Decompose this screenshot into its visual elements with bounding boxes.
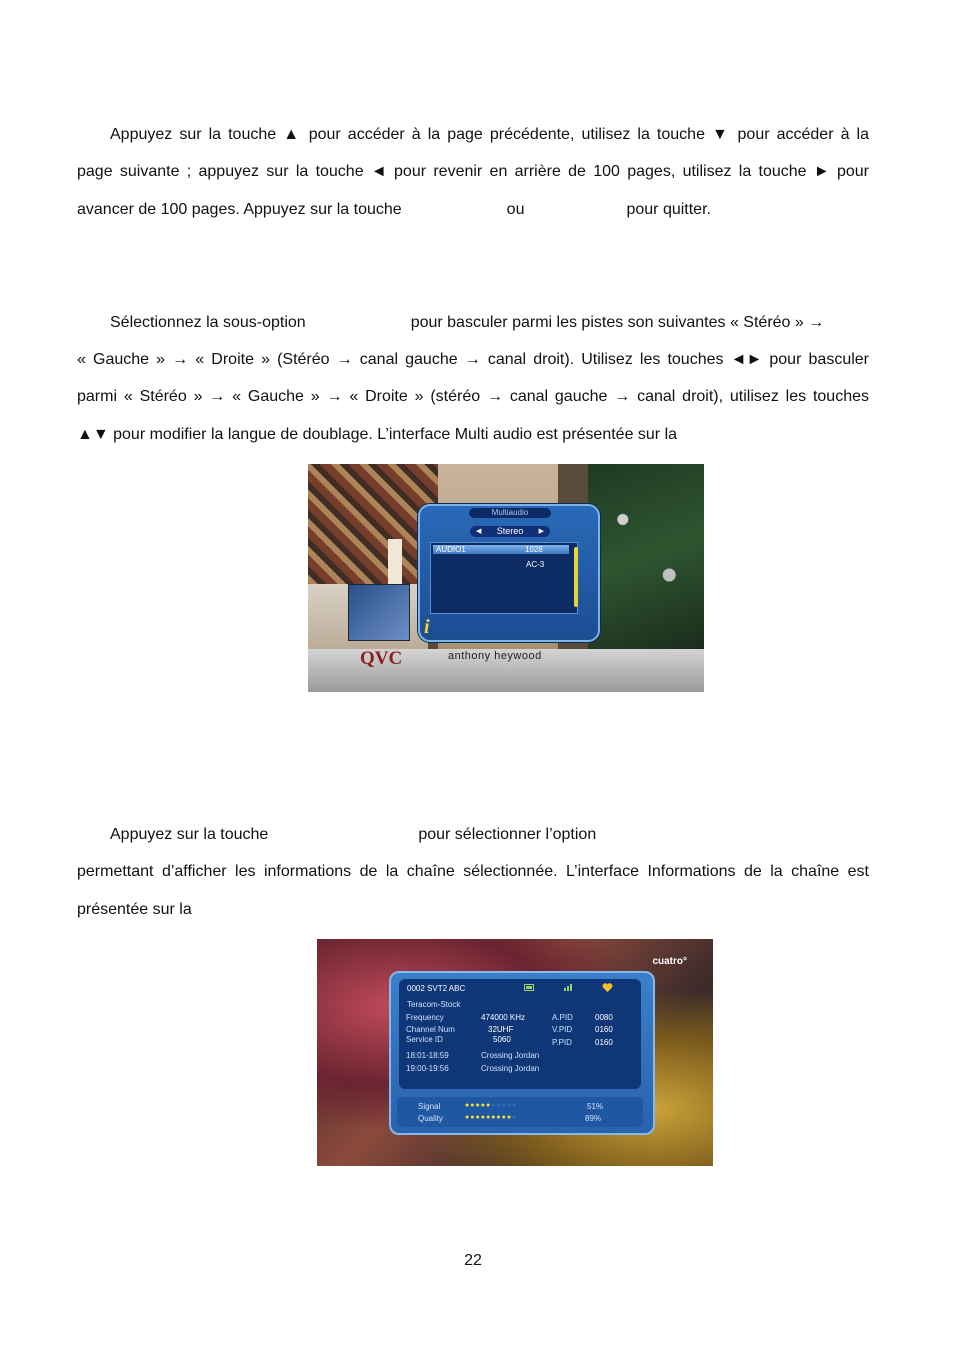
meter-dot: ● bbox=[470, 1102, 476, 1109]
meter-dot: ● bbox=[512, 1114, 518, 1121]
track-codec: AC-3 bbox=[526, 560, 545, 569]
meter-dot: ● bbox=[501, 1114, 507, 1121]
audio-mode-value: Stereo bbox=[496, 526, 524, 536]
paragraph-3-line-1 bbox=[77, 825, 869, 845]
apid-value: 0080 bbox=[595, 1013, 613, 1022]
epg-title: Crossing Jordan bbox=[481, 1064, 540, 1073]
quality-percent: 89% bbox=[585, 1114, 602, 1123]
channel-info-panel bbox=[389, 971, 655, 1135]
meter-dot: ● bbox=[480, 1102, 486, 1109]
tv-icon bbox=[524, 984, 534, 991]
quality-label: Quality bbox=[418, 1114, 443, 1123]
paragraph-2-line-1 bbox=[77, 313, 869, 333]
background-christmas-tree bbox=[588, 464, 704, 649]
meter-dot: ● bbox=[485, 1114, 492, 1121]
meter-dot: ● bbox=[496, 1102, 502, 1109]
meter-dot: ● bbox=[465, 1102, 471, 1109]
vpid-label: V.PID bbox=[552, 1025, 573, 1034]
signal-label: Signal bbox=[418, 1102, 441, 1111]
frequency-label: Frequency bbox=[406, 1013, 444, 1022]
meter-dot: ● bbox=[501, 1102, 507, 1109]
panel-title: Multiaudio bbox=[469, 508, 551, 518]
network-name: Teracom-Stock bbox=[407, 1000, 461, 1009]
paragraph-2-line-3: parmi « Stéréo » → « Gauche » → « Droite » (stéréo → canal gauche → canal droit), utilisez les touches bbox=[77, 388, 869, 405]
info-icon: i bbox=[424, 616, 430, 638]
paragraph-3-line-3: présentée sur la bbox=[77, 901, 192, 918]
channel-info-screenshot bbox=[317, 939, 713, 1166]
text-fragment: ou bbox=[506, 201, 525, 218]
candle bbox=[388, 539, 402, 584]
meter-dot: ● bbox=[475, 1114, 481, 1121]
arrow-right-icon[interactable]: ▶ bbox=[538, 528, 544, 535]
paragraph-1-line-3 bbox=[77, 200, 869, 220]
service-id-label: Service ID bbox=[406, 1035, 443, 1044]
ppid-value: 0160 bbox=[595, 1038, 613, 1047]
text-fragment: pour sélectionner l’option bbox=[418, 826, 597, 843]
text-fragment: avancer de 100 pages. Appuyez sur la touche bbox=[77, 201, 402, 218]
meter-dot: ● bbox=[496, 1114, 502, 1121]
track-name: AUDIO1 bbox=[436, 545, 466, 554]
meter-dot: ● bbox=[506, 1102, 513, 1109]
epg-time: 18:01-18:59 bbox=[406, 1051, 449, 1060]
apid-label: A.PID bbox=[552, 1013, 573, 1022]
paragraph-1-line-2: page suivante ; appuyez sur la touche ◄ pour revenir en arrière de 100 pages, utilisez la touche ► pour bbox=[77, 163, 869, 180]
multiaudio-panel bbox=[418, 504, 600, 642]
meter-dot: ● bbox=[491, 1102, 497, 1109]
page-number: 22 bbox=[464, 1252, 482, 1269]
meter-dot: ● bbox=[480, 1114, 486, 1121]
broadcaster-logo: cuatro° bbox=[652, 956, 687, 967]
meter-dot: ● bbox=[470, 1114, 476, 1121]
meter-dot: ● bbox=[485, 1102, 492, 1109]
channel-details bbox=[399, 979, 641, 1089]
channel-logo: QVC bbox=[360, 648, 403, 669]
meter-dot: ● bbox=[506, 1114, 513, 1121]
frequency-value: 474000 KHz bbox=[481, 1013, 526, 1022]
meter-dot: ● bbox=[491, 1114, 497, 1121]
text-fragment: Appuyez sur la touche bbox=[110, 826, 269, 843]
channel-num-value: 32UHF bbox=[488, 1025, 514, 1034]
signal-percent: 51% bbox=[587, 1102, 604, 1111]
meter-dot: ● bbox=[512, 1102, 518, 1109]
paragraph-2-line-2: « Gauche » → « Droite » (Stéréo → canal gauche → canal droit). Utilisez les touches ◄► pour basculer bbox=[77, 351, 869, 368]
track-pid: 1028 bbox=[525, 545, 543, 554]
guitar-book bbox=[348, 584, 410, 641]
service-id-value: 5060 bbox=[493, 1035, 511, 1044]
meter-dot: ● bbox=[465, 1114, 471, 1121]
audio-track-list bbox=[430, 542, 578, 614]
signal-meter bbox=[465, 1101, 517, 1110]
text-fragment: pour quitter. bbox=[626, 201, 711, 218]
meter-dot: ● bbox=[475, 1102, 481, 1109]
epg-title: Crossing Jordan bbox=[481, 1051, 540, 1060]
presenter-name: anthony heywood bbox=[448, 650, 542, 662]
paragraph-3-line-2: permettant d’afficher les informations de la chaîne sélectionnée. L’interface Informations de la chaîne est bbox=[77, 863, 869, 880]
channel-name: 0002 SVT2 ABC bbox=[407, 984, 466, 993]
audio-track-row[interactable] bbox=[433, 545, 569, 554]
arrow-left-icon[interactable]: ◀ bbox=[476, 528, 482, 535]
vpid-value: 0160 bbox=[595, 1025, 613, 1034]
multiaudio-screenshot bbox=[308, 464, 704, 692]
quality-meter bbox=[465, 1113, 517, 1122]
paragraph-2-line-4: ▲▼ pour modifier la langue de doublage. L’interface Multi audio est présentée sur la bbox=[77, 426, 678, 443]
epg-time: 19:00-19:56 bbox=[406, 1064, 449, 1073]
channel-num-label: Channel Num bbox=[406, 1025, 455, 1034]
text-fragment: pour basculer parmi les pistes son suivantes « Stéréo » → bbox=[410, 314, 825, 331]
signal-bars-icon bbox=[563, 984, 573, 991]
audio-mode-selector[interactable] bbox=[470, 526, 550, 537]
scrollbar[interactable] bbox=[574, 547, 578, 607]
ppid-label: P.PID bbox=[552, 1038, 572, 1047]
text-fragment: Sélectionnez la sous-option bbox=[110, 314, 306, 331]
paragraph-1-line-1: Appuyez sur la touche ▲ pour accéder à la page précédente, utilisez la touche ▼ pour accéder à la bbox=[110, 126, 869, 143]
favorite-heart-icon bbox=[602, 983, 613, 992]
signal-quality-box bbox=[397, 1097, 643, 1127]
